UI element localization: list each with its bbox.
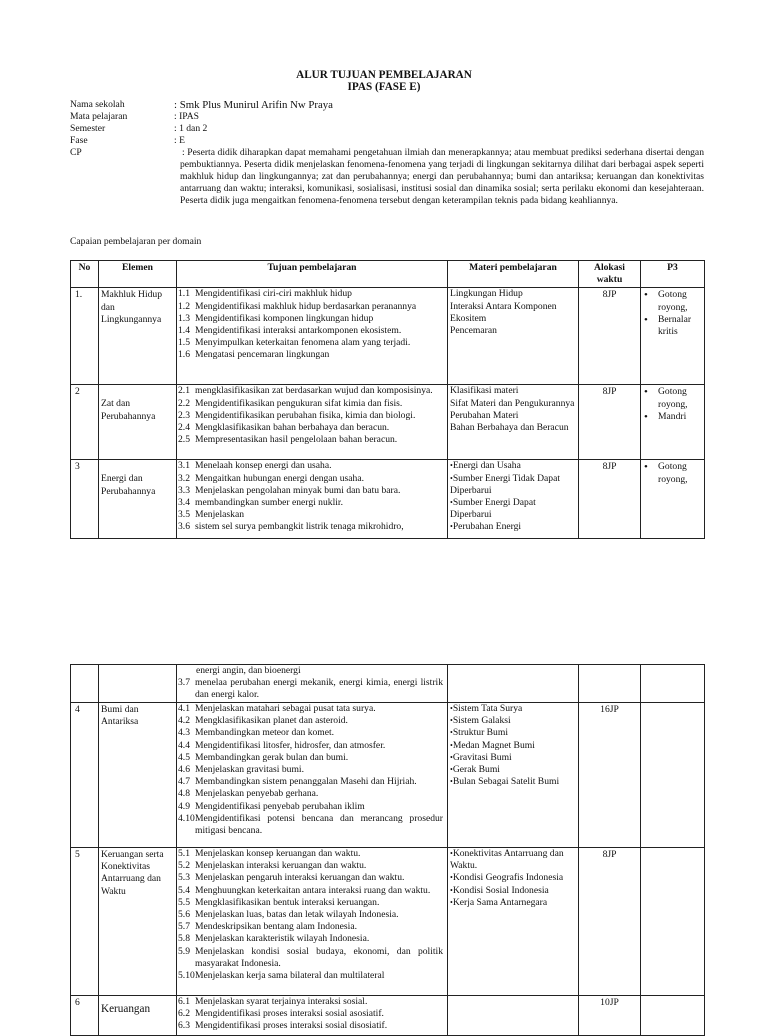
objective-text: Menjelaskan gravitasi bumi. bbox=[195, 764, 304, 776]
meta-row-school bbox=[70, 99, 704, 111]
cell-materi bbox=[448, 385, 579, 460]
cell-elemen bbox=[99, 665, 177, 703]
material-item: • Gravitasi Bumi bbox=[450, 752, 576, 764]
objective-item bbox=[178, 349, 443, 361]
objective-item bbox=[178, 677, 443, 701]
bullet-icon: • bbox=[644, 410, 648, 423]
cell-elemen bbox=[99, 848, 177, 996]
objective-item bbox=[178, 473, 443, 485]
material-item: Perubahan Materi bbox=[450, 409, 519, 421]
objective-number: 4.7 bbox=[178, 776, 190, 788]
objective-number: 5.5 bbox=[178, 896, 190, 908]
objective-text: Menjelaskan pengolahan minyak bumi dan batu bara. bbox=[195, 484, 401, 496]
meta-row-cp bbox=[70, 147, 704, 207]
objective-item bbox=[178, 509, 443, 521]
objective-item bbox=[178, 301, 443, 313]
p3-list bbox=[644, 461, 702, 485]
objective-number: 2.3 bbox=[178, 409, 190, 421]
cell-elemen bbox=[99, 996, 177, 1036]
objective-text: Mempresentasikan hasil pengelolaan bahan beracun. bbox=[195, 434, 398, 446]
cell-no: 1. bbox=[71, 288, 99, 385]
objective-text: Menjelaskan pengaruh interaksi keruangan dan waktu. bbox=[195, 872, 405, 884]
learning-objectives-table bbox=[70, 260, 705, 539]
objective-text: Menghuungkan keterkaitan antara interaksi ruang dan waktu. bbox=[195, 884, 431, 896]
objective-item bbox=[178, 813, 443, 837]
material-item: • Sumber Energi Tidak Dapat Diperbarui bbox=[450, 473, 576, 497]
cell-p3 bbox=[641, 665, 705, 703]
material-item: • Medan Magnet Bumi bbox=[450, 740, 576, 752]
objective-text: Mengidentifikasi ciri-ciri makhluk hidup bbox=[195, 288, 352, 300]
table-header-row bbox=[71, 261, 705, 288]
table-row bbox=[71, 665, 705, 703]
cell-materi bbox=[448, 996, 579, 1036]
p3-item bbox=[644, 411, 702, 423]
p3-list bbox=[644, 289, 702, 338]
objective-item bbox=[178, 497, 443, 509]
objective-text: Menjelaskan interaksi keruangan dan waktu. bbox=[195, 860, 367, 872]
objective-number: 6.3 bbox=[178, 1020, 190, 1032]
objective-number: 4.10 bbox=[178, 812, 195, 824]
cell-elemen bbox=[99, 288, 177, 385]
objective-number: 3.3 bbox=[178, 484, 190, 496]
objective-item bbox=[178, 885, 443, 897]
objective-text: Mengklasifikasikan planet dan asteroid. bbox=[195, 715, 348, 727]
p3-text: Gotong royong, bbox=[658, 386, 688, 410]
header-p3: P3 bbox=[641, 261, 705, 288]
objective-item bbox=[178, 921, 443, 933]
objective-item bbox=[178, 337, 443, 349]
objective-number: 1.1 bbox=[178, 288, 190, 300]
objective-number: 5.10 bbox=[178, 970, 195, 982]
cell-tujuan bbox=[177, 848, 448, 996]
material-item: Lingkungan Hidup bbox=[450, 288, 523, 300]
objective-text: Mengklasifikasikan bentuk interaksi keruangan. bbox=[195, 896, 380, 908]
cell-no: 2 bbox=[71, 385, 99, 460]
header-tujuan: Tujuan pembelajaran bbox=[177, 261, 448, 288]
objective-text: Menjelaskan syarat terjainya interaksi sosial. bbox=[195, 996, 368, 1007]
objective-text: Mengidentifikasi interaksi antarkomponen ekosistem. bbox=[195, 325, 402, 337]
objective-item bbox=[178, 434, 443, 446]
objective-text: Menjelaskan kondisi sosial budaya, ekonomi, dan politik masyarakat Indonesia. bbox=[195, 945, 443, 969]
objective-number: 4.3 bbox=[178, 727, 190, 739]
objective-item bbox=[178, 385, 443, 397]
meta-key: Semester bbox=[70, 123, 106, 134]
cell-p3 bbox=[641, 703, 705, 848]
objective-item bbox=[178, 485, 443, 497]
elemen-text: Keruangan serta Konektivitas Antarruang dan Waktu bbox=[101, 849, 164, 897]
p3-text: Gotong royong, bbox=[658, 289, 688, 313]
objective-text: Mengklasifikasikan bahan berbahaya dan beracun. bbox=[195, 422, 390, 434]
objective-text: Menjelaskan matahari sebagai pusat tata surya. bbox=[195, 703, 376, 714]
objective-number: 1.6 bbox=[178, 349, 190, 361]
capaian-label: Capaian pembelajaran per domain bbox=[70, 236, 202, 247]
objective-number: 5.8 bbox=[178, 933, 190, 945]
cell-materi bbox=[448, 288, 579, 385]
cell-tujuan bbox=[177, 703, 448, 848]
cell-tujuan bbox=[177, 665, 448, 703]
elemen-text: Energi dan Perubahannya bbox=[101, 473, 156, 497]
cell-elemen bbox=[99, 460, 177, 539]
table-row bbox=[71, 385, 705, 460]
objective-item bbox=[178, 752, 443, 764]
material-item: • Konektivitas Antarruang dan Waktu. bbox=[450, 848, 576, 872]
objective-item bbox=[178, 909, 443, 921]
objective-item bbox=[178, 727, 443, 739]
material-item: • Kerja Sama Antarnegara bbox=[450, 897, 576, 909]
material-item: • Bulan Sebagai Satelit Bumi bbox=[450, 776, 576, 788]
cell-alokasi: 8JP bbox=[579, 288, 641, 385]
cell-materi bbox=[448, 703, 579, 848]
cell-tujuan bbox=[177, 288, 448, 385]
objective-text: Membandingkan sistem penanggalan Masehi dan Hijriah. bbox=[195, 776, 417, 788]
header-materi: Materi pembelajaran bbox=[448, 261, 579, 288]
document-meta bbox=[70, 99, 704, 207]
objective-item bbox=[178, 740, 443, 752]
objective-text: Mengidentifikasi potensi bencana dan merancang prosedur mitigasi bencana. bbox=[195, 812, 443, 837]
meta-value: : 1 dan 2 bbox=[174, 123, 208, 134]
material-item: Klasifikasi materi bbox=[450, 385, 519, 397]
p3-item bbox=[644, 289, 702, 313]
objective-text: Menelaah konsep energi dan usaha. bbox=[195, 460, 332, 472]
bullet-icon: • bbox=[644, 386, 648, 399]
objective-number: 4.5 bbox=[178, 751, 190, 763]
objective-text: Mengidentifikasi litosfer, hidrosfer, dan atmosfer. bbox=[195, 739, 386, 751]
objective-text: mengklasifikasikan zat berdasarkan wujud dan komposisinya. bbox=[195, 385, 433, 397]
table-row bbox=[71, 996, 705, 1036]
objective-number: 4.2 bbox=[178, 715, 190, 727]
table-row bbox=[71, 703, 705, 848]
meta-value: : E bbox=[174, 135, 185, 146]
cell-no: 5 bbox=[71, 848, 99, 996]
objective-number: 3.1 bbox=[178, 460, 190, 472]
material-item: • Kondisi Geografis Indonesia bbox=[450, 872, 576, 884]
objective-text: Mengidentifikasi proses interaksi sosial disosiatif. bbox=[195, 1020, 388, 1032]
p3-text: Mandri bbox=[658, 410, 687, 422]
cell-no: 4 bbox=[71, 703, 99, 848]
p3-text: Gotong royong, bbox=[658, 461, 688, 485]
material-item: • Kondisi Sosial Indonesia bbox=[450, 885, 576, 897]
material-item: • Energi dan Usaha bbox=[450, 460, 576, 472]
objective-item bbox=[178, 460, 443, 472]
objective-item bbox=[178, 860, 443, 872]
material-item: Pencemaran bbox=[450, 325, 497, 337]
objective-text: Menjelaskan kerja sama bilateral dan multilateral bbox=[195, 970, 385, 982]
objective-item bbox=[178, 288, 443, 300]
objective-number: 2.2 bbox=[178, 397, 190, 409]
material-item: Interaksi Antara Komponen Ekositem bbox=[450, 300, 557, 324]
objective-text: Membandingkan gerak bulan dan bumi. bbox=[195, 751, 349, 763]
elemen-text: Keruangan bbox=[101, 1003, 151, 1015]
objective-number: 5.3 bbox=[178, 872, 190, 884]
p3-item bbox=[644, 386, 702, 410]
objective-item bbox=[178, 410, 443, 422]
cell-no bbox=[71, 665, 99, 703]
objective-item bbox=[178, 788, 443, 800]
objective-item bbox=[178, 521, 443, 533]
objective-text: Menjelaskan bbox=[195, 509, 245, 521]
objective-item bbox=[178, 801, 443, 813]
objective-item bbox=[178, 313, 443, 325]
meta-key: Nama sekolah bbox=[70, 99, 125, 110]
cell-tujuan bbox=[177, 385, 448, 460]
cell-p3 bbox=[641, 385, 705, 460]
material-item: • Sistem Galaksi bbox=[450, 715, 576, 727]
header-no: No bbox=[71, 261, 99, 288]
objective-text: Mengidentifikasi makhluk hidup berdasarkan peranannya bbox=[195, 300, 417, 312]
objective-text: Menjelaskan luas, batas dan letak wilayah Indonesia. bbox=[195, 909, 399, 921]
p3-list bbox=[644, 386, 702, 423]
material-item: • Sistem Tata Surya bbox=[450, 703, 576, 715]
objective-number: 3.2 bbox=[178, 472, 190, 484]
objective-item bbox=[178, 325, 443, 337]
cell-alokasi: 8JP bbox=[579, 385, 641, 460]
objective-text: Mengaitkan hubungan energi dengan usaha. bbox=[195, 472, 364, 484]
objective-item bbox=[178, 398, 443, 410]
cell-tujuan bbox=[177, 996, 448, 1036]
objective-item bbox=[178, 1008, 443, 1020]
bullet-icon: • bbox=[644, 313, 648, 326]
elemen-text: Zat dan Perubahannya bbox=[101, 398, 156, 422]
table-row bbox=[71, 848, 705, 996]
p3-item bbox=[644, 461, 702, 485]
objective-item bbox=[178, 422, 443, 434]
objective-text: Mengatasi pencemaran lingkungan bbox=[195, 349, 330, 361]
objective-number: 5.2 bbox=[178, 860, 190, 872]
material-item: Bahan Berbahaya dan Beracun bbox=[450, 422, 569, 434]
cell-elemen bbox=[99, 385, 177, 460]
meta-row-subject bbox=[70, 111, 704, 123]
objective-item bbox=[178, 897, 443, 909]
objective-item bbox=[178, 776, 443, 788]
objective-text: sistem sel surya pembangkit listrik tenaga mikrohidro, bbox=[195, 521, 404, 533]
objective-number: 4.4 bbox=[178, 739, 190, 751]
objective-number: 2.5 bbox=[178, 434, 190, 446]
material-item: • Struktur Bumi bbox=[450, 727, 576, 739]
p3-text: Bernalar kritis bbox=[658, 313, 692, 338]
cell-p3 bbox=[641, 848, 705, 996]
objective-item bbox=[178, 946, 443, 970]
cell-alokasi: 16JP bbox=[579, 703, 641, 848]
objective-number: 2.4 bbox=[178, 422, 190, 434]
objective-text: Mendeskripsikan bentang alam Indonesia. bbox=[195, 921, 357, 933]
objective-number: 5.9 bbox=[178, 945, 190, 957]
cell-materi bbox=[448, 665, 579, 703]
objective-text: Menjelaskan karakteristik wilayah Indonesia. bbox=[195, 933, 370, 945]
objective-text: Membandingkan meteor dan komet. bbox=[195, 727, 335, 739]
cell-alokasi bbox=[579, 665, 641, 703]
objective-number: 2.1 bbox=[178, 385, 190, 397]
cell-alokasi: 8JP bbox=[579, 460, 641, 539]
elemen-text: Bumi dan Antariksa bbox=[101, 704, 139, 728]
objective-text: Menjelaskan konsep keruangan dan waktu. bbox=[195, 848, 361, 859]
cp-key: CP bbox=[70, 147, 82, 158]
table-row bbox=[71, 288, 705, 385]
objective-item bbox=[178, 848, 443, 860]
objective-item bbox=[178, 970, 443, 982]
objective-item bbox=[178, 996, 443, 1008]
objective-text: menelaa perubahan energi mekanik, energi kimia, energi listrik dan energi kalor. bbox=[195, 677, 443, 701]
material-item: Sifat Materi dan Pengukurannya bbox=[450, 397, 575, 409]
cell-materi bbox=[448, 848, 579, 996]
document-subtitle: IPAS (FASE E) bbox=[347, 81, 421, 93]
objective-continuation: energi angin, dan bioenergi bbox=[196, 665, 301, 676]
cell-alokasi: 8JP bbox=[579, 848, 641, 996]
objective-number: 1.5 bbox=[178, 337, 190, 349]
objective-number: 4.6 bbox=[178, 764, 190, 776]
material-item: • Perubahan Energi bbox=[450, 521, 576, 533]
objective-number: 1.2 bbox=[178, 300, 190, 312]
table-row bbox=[71, 460, 705, 539]
cp-text: : Peserta didik diharapkan dapat memahami pengetahuan ilmiah dan menerapkannya; atau membuat prediksi sederhana disertai dengan pembuktiannya. Peserta didik menjelaskan fenomena-fenomena yang terjadi di lingkungan sekitarnya dilihat dari berbagai aspek seperti makhluk hidup dan lingkungannya; zat dan perubahannya; energi dan perubahannya; bumi dan antariksa; keruangan dan konektivitas antarruang dan waktu; interaksi, komunikasi, sosialisasi, institusi sosial dan dinamika sosial; serta perilaku ekonomi dan kesejahteraan. Peserta didik juga mengaitkan fenomena-fenomena tersebut dengan keterampilan teknis pada bidang keahliannya. bbox=[180, 147, 704, 206]
objective-text: Mengidentifikasikan perubahan fisika, kimia dan biologi. bbox=[195, 409, 416, 421]
objective-text: Menjelaskan penyebab gerhana. bbox=[195, 788, 319, 800]
elemen-text: Makhluk Hidup dan Lingkungannya bbox=[101, 289, 163, 325]
objective-item bbox=[178, 703, 443, 715]
objective-number: 3.4 bbox=[178, 497, 190, 509]
cell-alokasi: 10JP bbox=[579, 996, 641, 1036]
cell-no: 6 bbox=[71, 996, 99, 1036]
objective-item bbox=[178, 1020, 443, 1032]
objective-number: 6.2 bbox=[178, 1008, 190, 1020]
objective-item bbox=[178, 933, 443, 945]
objective-text: Mengidentifikasi penyebab perubahan iklim bbox=[195, 800, 365, 812]
cell-p3 bbox=[641, 460, 705, 539]
objective-number: 4.8 bbox=[178, 788, 190, 800]
cell-materi bbox=[448, 460, 579, 539]
objective-item bbox=[178, 764, 443, 776]
meta-value: : IPAS bbox=[174, 111, 199, 122]
objective-number: 3.7 bbox=[178, 677, 190, 689]
meta-key: Fase bbox=[70, 135, 88, 146]
objective-text: Mengidentifikasikan pengukuran sifat kimia dan fisis. bbox=[195, 397, 403, 409]
meta-row-phase bbox=[70, 135, 704, 147]
bullet-icon: • bbox=[644, 461, 648, 474]
meta-row-semester bbox=[70, 123, 704, 135]
p3-item bbox=[644, 314, 702, 338]
meta-key: Mata pelajaran bbox=[70, 111, 128, 122]
objective-number: 4.9 bbox=[178, 800, 190, 812]
objective-text: Mengidentifikasi proses interaksi sosial asosiatif. bbox=[195, 1008, 384, 1020]
objective-number: 3.6 bbox=[178, 521, 190, 533]
objective-number: 5.7 bbox=[178, 921, 190, 933]
objective-number: 5.4 bbox=[178, 884, 190, 896]
cell-tujuan bbox=[177, 460, 448, 539]
objective-item bbox=[178, 872, 443, 884]
objective-number: 5.6 bbox=[178, 909, 190, 921]
objective-number: 1.3 bbox=[178, 312, 190, 324]
bullet-icon: • bbox=[644, 289, 648, 302]
header-alokasi: Alokasi waktu bbox=[579, 261, 641, 288]
material-item: • Gerak Bumi bbox=[450, 764, 576, 776]
objective-number: 4.1 bbox=[178, 703, 190, 714]
objective-text: Menyimpulkan keterkaitan fenomena alam yang terjadi. bbox=[195, 337, 411, 349]
cell-elemen bbox=[99, 703, 177, 848]
objective-item bbox=[178, 715, 443, 727]
material-item: • Sumber Energi Dapat Diperbarui bbox=[450, 497, 576, 521]
cell-no: 3 bbox=[71, 460, 99, 539]
learning-objectives-table-continued bbox=[70, 664, 705, 1036]
cell-p3 bbox=[641, 996, 705, 1036]
objective-number: 3.5 bbox=[178, 509, 190, 521]
header-elemen: Elemen bbox=[99, 261, 177, 288]
objective-number: 1.4 bbox=[178, 325, 190, 337]
cell-p3 bbox=[641, 288, 705, 385]
objective-text: Mengidentifikasi komponen lingkungan hidup bbox=[195, 312, 374, 324]
objective-text: membandingkan sumber energi nuklir. bbox=[195, 497, 343, 509]
objective-number: 6.1 bbox=[178, 996, 190, 1007]
objective-number: 5.1 bbox=[178, 848, 190, 859]
meta-value: : Smk Plus Munirul Arifin Nw Praya bbox=[174, 99, 333, 111]
document-title: ALUR TUJUAN PEMBELAJARAN bbox=[296, 69, 472, 81]
